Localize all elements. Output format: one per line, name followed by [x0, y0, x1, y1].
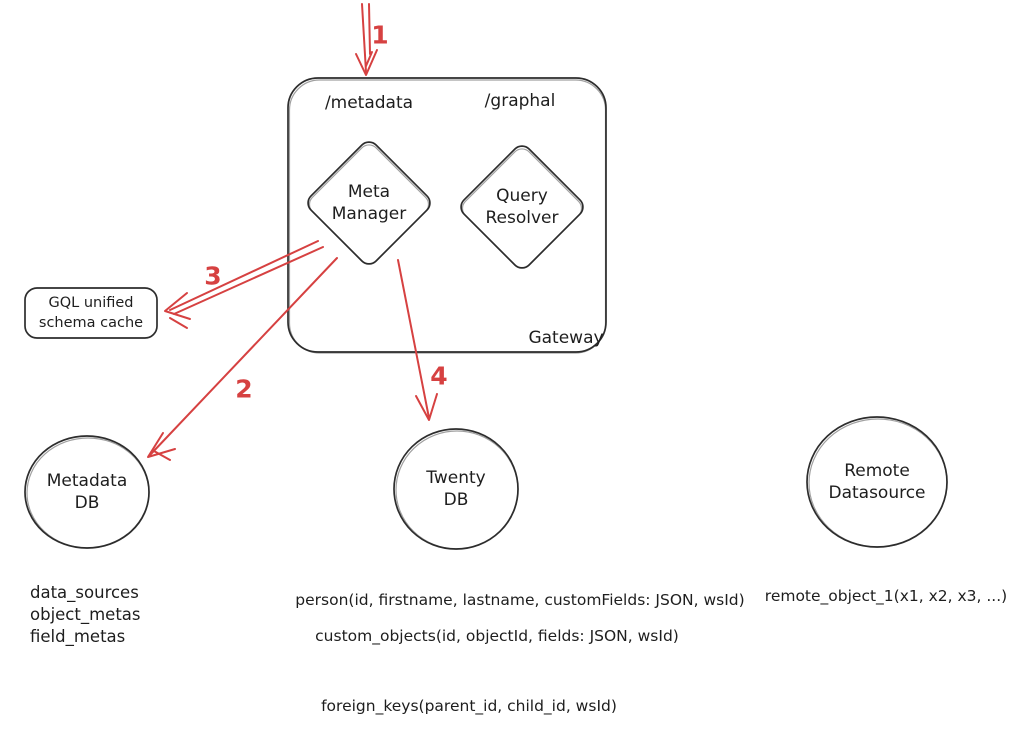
arrow-1-line-2 [369, 4, 370, 54]
metadata-db-label [47, 470, 128, 514]
twenty-db-schema-person: person(id, firstname, lastname, customFields: JSON, wsId) [295, 591, 745, 609]
meta-manager-line2: Manager [331, 204, 407, 224]
arrow-4-line [398, 260, 429, 418]
endpoint-graphql-label: /graphal [484, 91, 556, 111]
meta-manager-line1: Meta [347, 182, 391, 202]
schema-cache-label [39, 293, 143, 333]
twenty-db-schema-foreign-keys: foreign_keys(parent_id, child_id, wsId) [321, 697, 617, 715]
metadata-db-table-3: field_metas [30, 627, 126, 646]
schema-cache-line1: GQL unified [48, 295, 134, 311]
remote-datasource-line2: Datasource [828, 483, 926, 503]
arrow-1-line [362, 4, 366, 72]
metadata-db-line2: DB [74, 493, 100, 513]
arrow-1-number: 1 [371, 20, 389, 50]
twenty-db-line1: Twenty [426, 468, 486, 488]
arrow-2-line [150, 258, 337, 455]
twenty-db-label [426, 467, 485, 511]
schema-cache-line2: schema cache [38, 315, 144, 331]
metadata-db-table-2: object_metas [30, 605, 141, 624]
arrow-4-number: 4 [430, 361, 448, 391]
remote-datasource-line1: Remote [844, 461, 910, 481]
arrow-3-number: 3 [204, 261, 222, 291]
metadata-db-tables [30, 582, 141, 648]
gateway-label: Gateway [528, 328, 604, 348]
query-resolver-line2: Resolver [485, 208, 559, 228]
arrow-3 [165, 241, 323, 328]
arrow-2-number: 2 [235, 374, 253, 404]
twenty-db-line2: DB [443, 490, 469, 510]
metadata-db-table-1: data_sources [30, 583, 139, 602]
endpoint-metadata-label: /metadata [324, 93, 414, 113]
query-resolver-line1: Query [496, 186, 548, 206]
arrow-3-line-2 [174, 247, 323, 314]
twenty-db-schema-custom-objects: custom_objects(id, objectId, fields: JSON, wsId) [315, 627, 679, 645]
query-resolver-label [486, 185, 559, 229]
remote-datasource-schema: remote_object_1(x1, x2, x3, ...) [764, 587, 1008, 605]
arrow-3-head-2 [170, 318, 187, 328]
arrow-4 [398, 260, 437, 420]
remote-datasource-label [828, 460, 925, 504]
meta-manager-label [332, 181, 407, 225]
arrow-3-line [170, 241, 318, 310]
metadata-db-line1: Metadata [46, 471, 128, 491]
arrow-2 [148, 258, 337, 460]
